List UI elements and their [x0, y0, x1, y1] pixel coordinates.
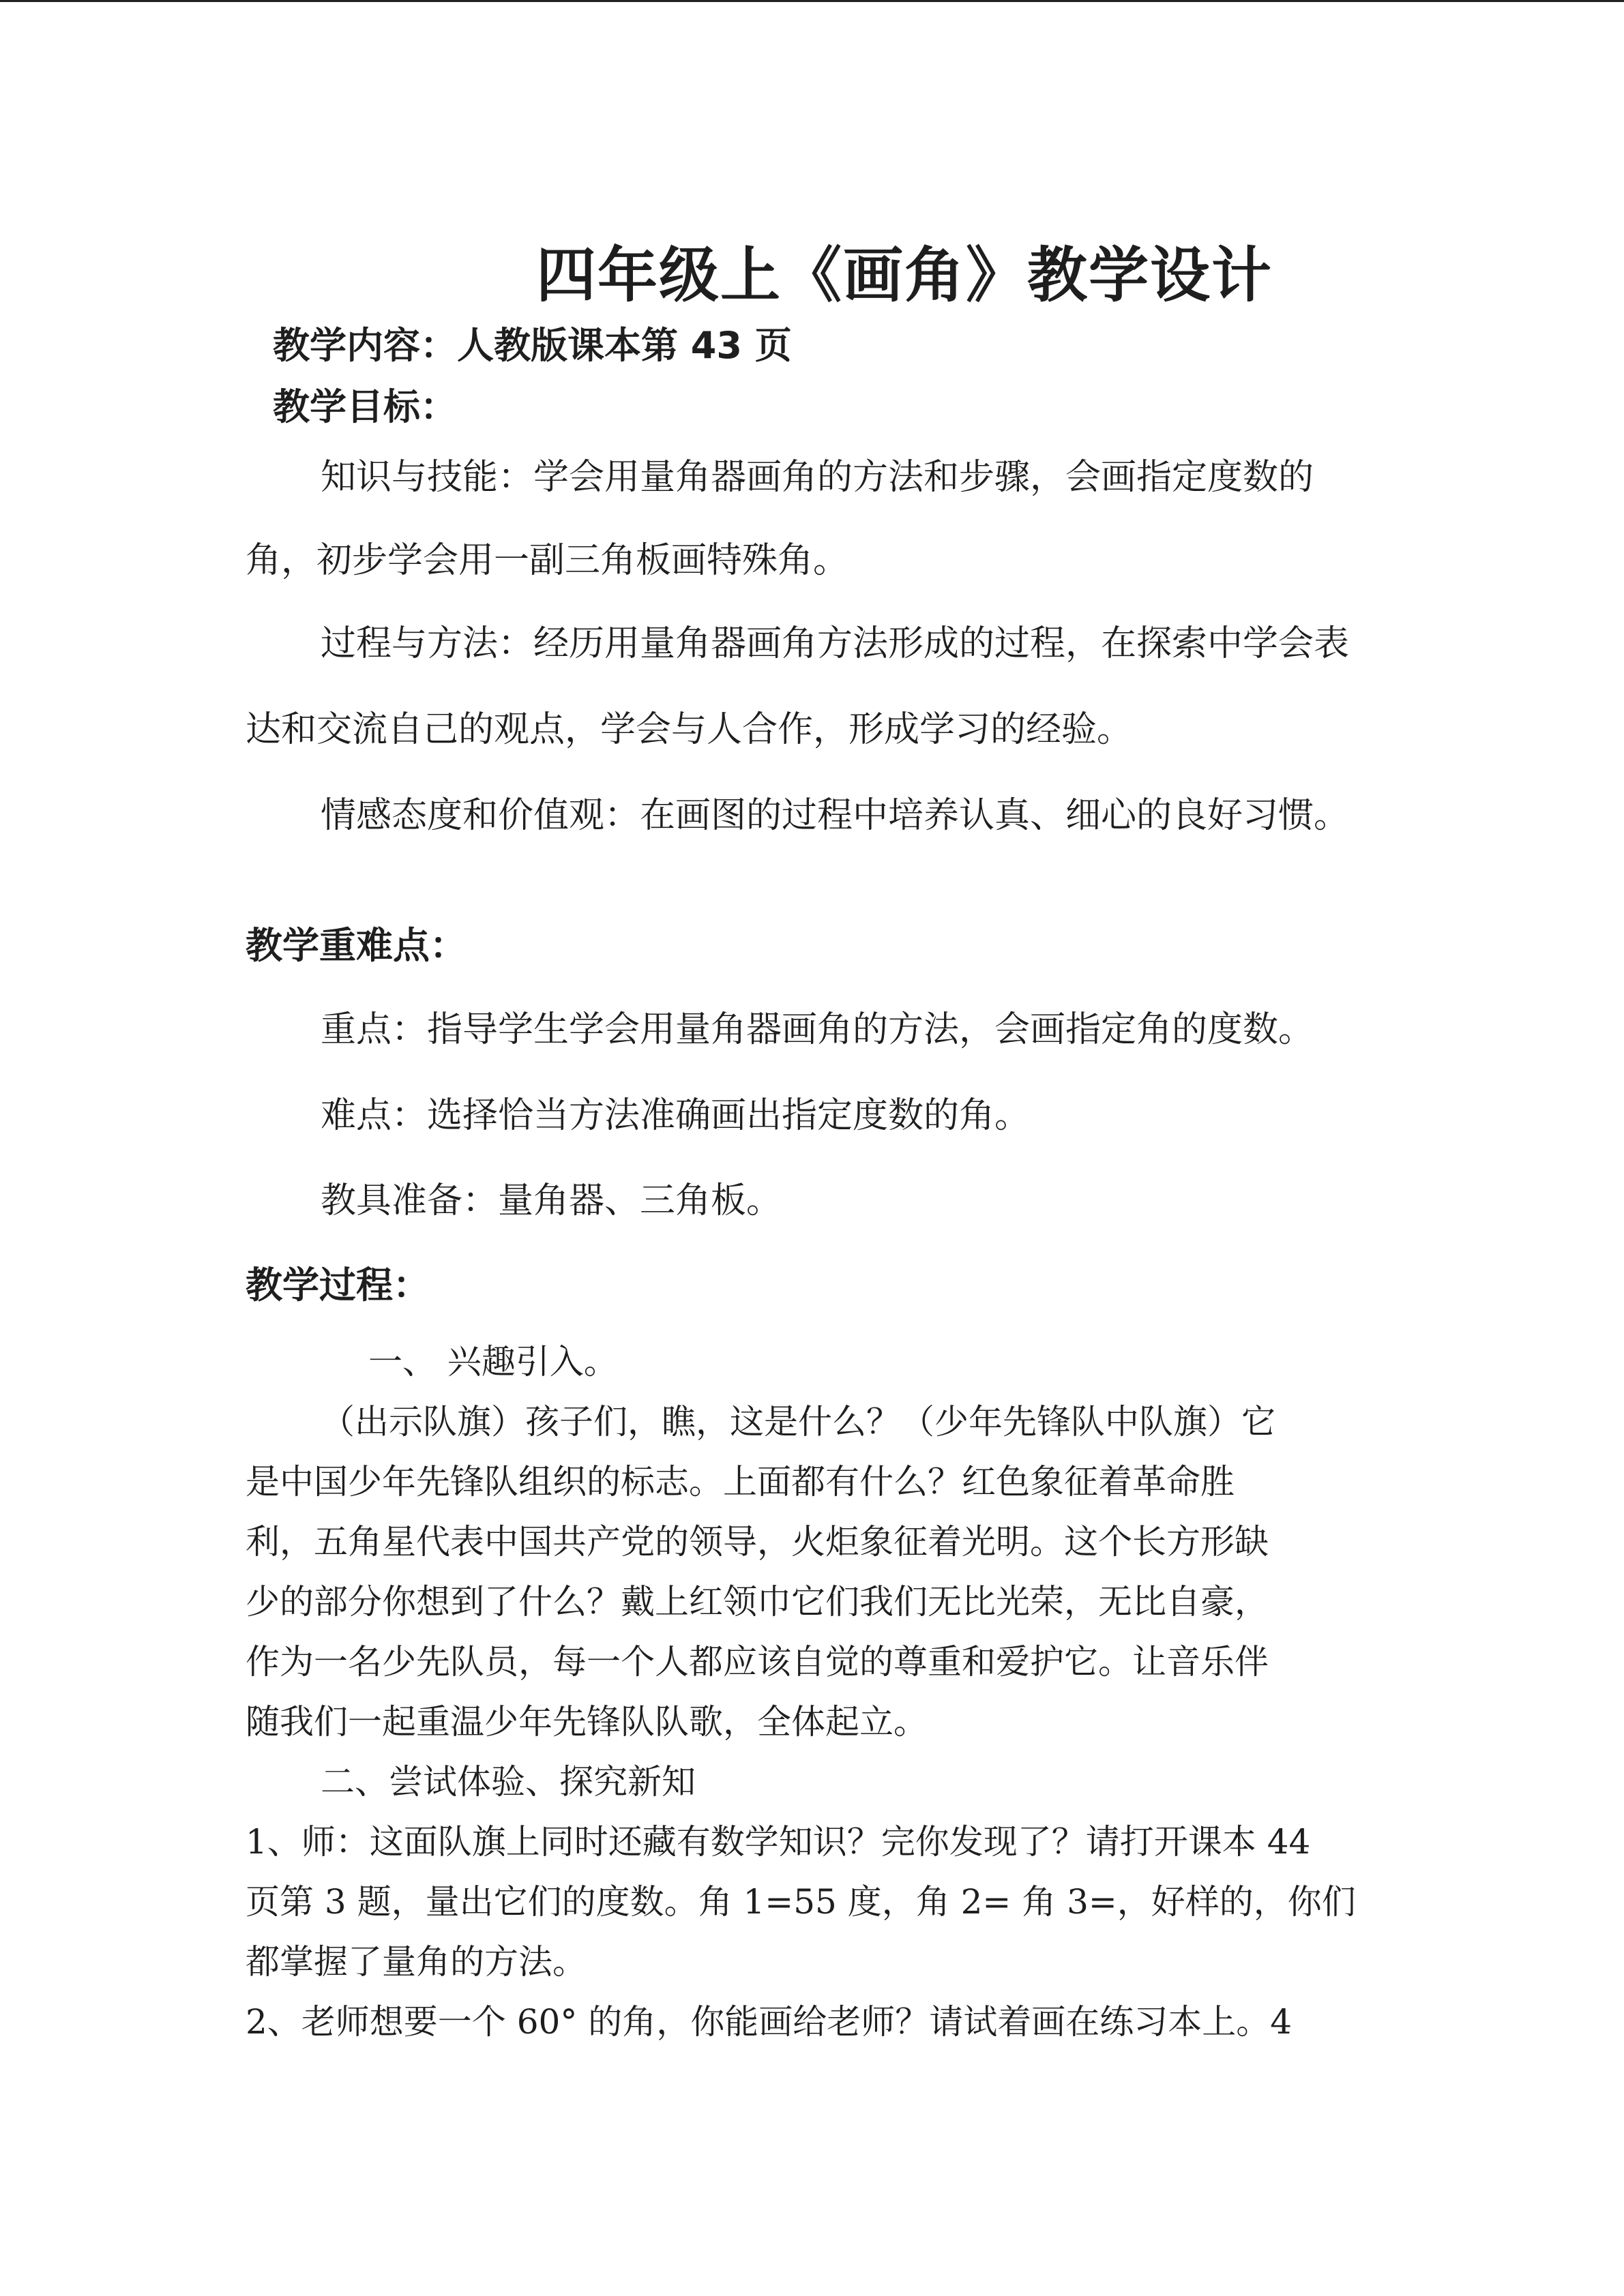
para1-line-2: 是中国少年先锋队组织的标志。上面都有什么？红色象征着革命胜: [246, 1462, 1235, 1502]
para2-line-4: 2、老师想要一个 60° 的角，你能画给老师？请试着画在练习本上。4: [246, 2002, 1293, 2042]
para1-line-1: （出示队旗）孩子们，瞧，这是什么？（少年先锋队中队旗）它: [321, 1402, 1275, 1442]
teaching-content-line: 教学内容：人教版课本第 43 页: [273, 324, 792, 367]
objective-knowledge-line-1: 知识与技能：学会用量角器画角的方法和步骤，会画指定度数的: [321, 457, 1314, 498]
para1-line-3: 利，五角星代表中国共产党的领导，火炬象征着光明。这个长方形缺: [246, 1522, 1269, 1562]
key-point-line: 重点：指导学生学会用量角器画角的方法，会画指定角的度数。: [321, 1009, 1314, 1050]
para1-line-6: 随我们一起重温少年先锋队队歌，全体起立。: [246, 1702, 928, 1742]
process-heading: 教学过程：: [246, 1264, 430, 1307]
para2-line-3: 都掌握了量角的方法。: [246, 1942, 587, 1982]
objective-process-line-2: 达和交流自己的观点，学会与人合作，形成学习的经验。: [246, 709, 1133, 750]
objective-knowledge-line-2: 角，初步学会用一副三角板画特殊角。: [246, 540, 849, 581]
key-points-heading: 教学重难点：: [246, 924, 467, 967]
objectives-heading: 教学目标：: [273, 385, 457, 428]
para1-line-4: 少的部分你想到了什么？戴上红领巾它们我们无比光荣，无比自豪，: [246, 1582, 1269, 1622]
teaching-tools-line: 教具准备：量角器、三角板。: [321, 1180, 782, 1221]
para2-line-1: 1、师：这面队旗上同时还藏有数学知识？完你发现了？请打开课本 44: [246, 1822, 1311, 1862]
difficult-point-line: 难点：选择恰当方法准确画出指定度数的角。: [321, 1095, 1031, 1136]
para2-line-2: 页第 3 题，量出它们的度数。角 1=55 度，角 2= 角 3=，好样的，你们: [246, 1882, 1356, 1922]
para1-line-5: 作为一名少先队员，每一个人都应该自觉的尊重和爱护它。让音乐伴: [246, 1642, 1269, 1682]
page-top-border: [0, 0, 1624, 2]
section-two-heading: 二、尝试体验、探究新知: [321, 1762, 696, 1802]
objective-emotion-line: 情感态度和价值观：在画图的过程中培养认真、细心的良好习惯。: [321, 795, 1350, 836]
objective-process-line-1: 过程与方法：经历用量角器画角方法形成的过程，在探索中学会表: [321, 623, 1350, 664]
section-one-heading: 一、 兴趣引入。: [368, 1342, 618, 1382]
page-title: 四年级上《画角》教学设计: [536, 240, 1273, 310]
